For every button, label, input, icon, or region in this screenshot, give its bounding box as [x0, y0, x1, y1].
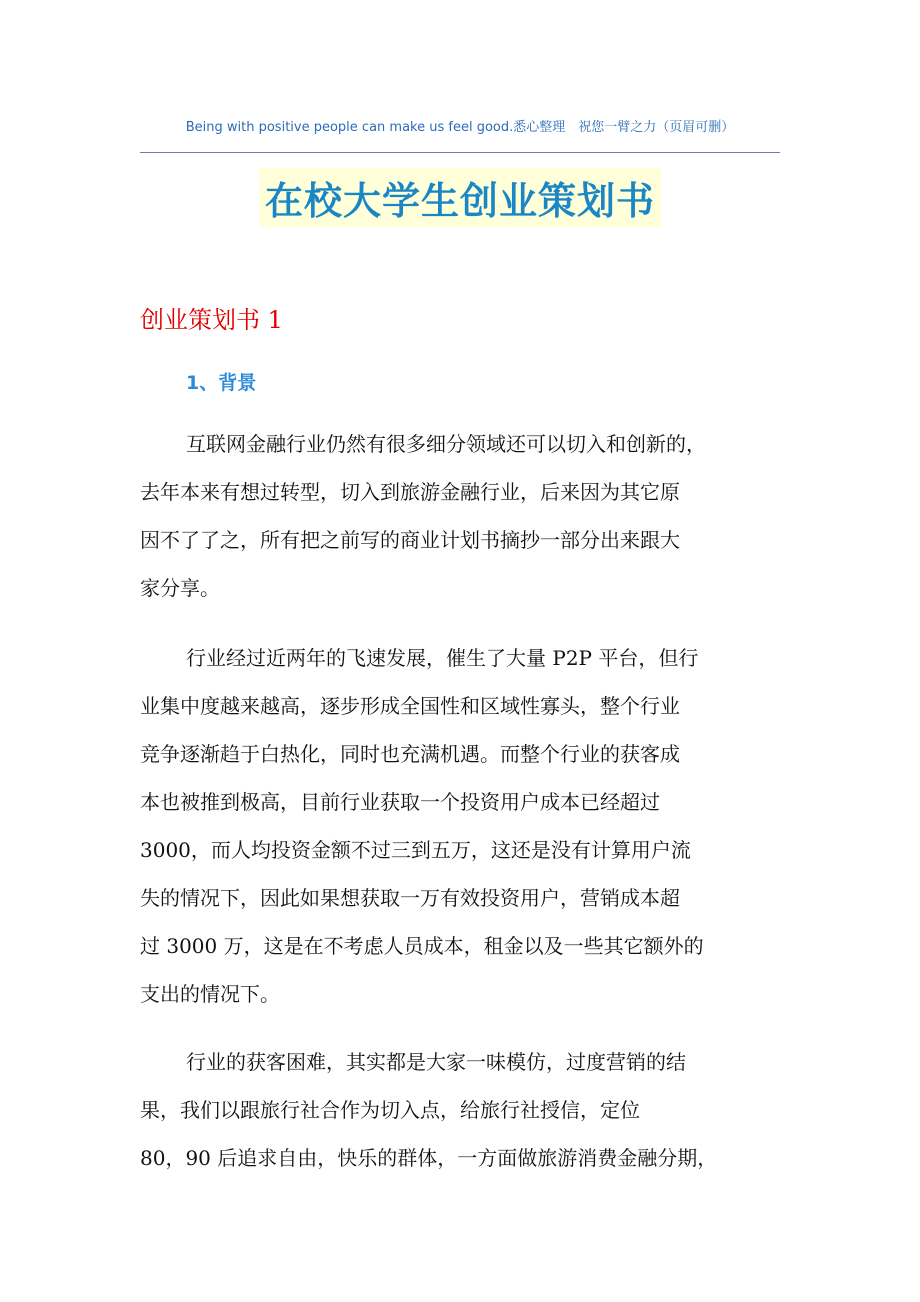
page-header: Being with positive people can make us feel good.悉心整理 祝您一臂之力（页眉可删）: [185, 120, 735, 135]
title-container: [0, 168, 920, 227]
paragraph-line: 因不了了之，所有把之前写的商业计划书摘抄一部分出来跟大: [140, 528, 680, 552]
sub-heading-background: 1、背景: [186, 372, 257, 394]
paragraph-line: 80，90 后追求自由，快乐的群体，一方面做旅游消费金融分期，: [140, 1146, 718, 1170]
paragraph: [140, 420, 780, 612]
section-heading: 创业策划书 1: [140, 306, 283, 334]
paragraph: [140, 634, 780, 1018]
paragraph-line: 行业的获客困难，其实都是大家一味模仿，过度营销的结: [186, 1050, 686, 1074]
paragraph-line: 家分享。: [140, 576, 220, 600]
paragraph-line: 行业经过近两年的飞速发展，催生了大量 P2P 平台，但行: [186, 646, 699, 670]
paragraph-line: 互联网金融行业仍然有很多细分领域还可以切入和创新的，: [186, 432, 706, 456]
header-divider: [140, 152, 780, 153]
paragraph-line: 支出的情况下。: [140, 982, 280, 1006]
paragraph-line: 竞争逐渐趋于白热化，同时也充满机遇。而整个行业的获客成: [140, 742, 680, 766]
paragraph-line: 业集中度越来越高，逐步形成全国性和区域性寡头，整个行业: [140, 694, 680, 718]
paragraph-line: 去年本来有想过转型，切入到旅游金融行业，后来因为其它原: [140, 480, 680, 504]
paragraph-line: 3000，而人均投资金额不过三到五万，这还是没有计算用户流: [140, 838, 691, 862]
paragraph-line: 本也被推到极高，目前行业获取一个投资用户成本已经超过: [140, 790, 660, 814]
paragraph-line: 过 3000 万，这是在不考虑人员成本，租金以及一些其它额外的: [140, 934, 704, 958]
paragraph-line: 果，我们以跟旅行社合作为切入点，给旅行社授信，定位: [140, 1098, 640, 1122]
paragraph-line: 失的情况下，因此如果想获取一万有效投资用户，营销成本超: [140, 886, 680, 910]
paragraph: [140, 1038, 780, 1182]
document-title: 在校大学生创业策划书: [259, 168, 661, 227]
